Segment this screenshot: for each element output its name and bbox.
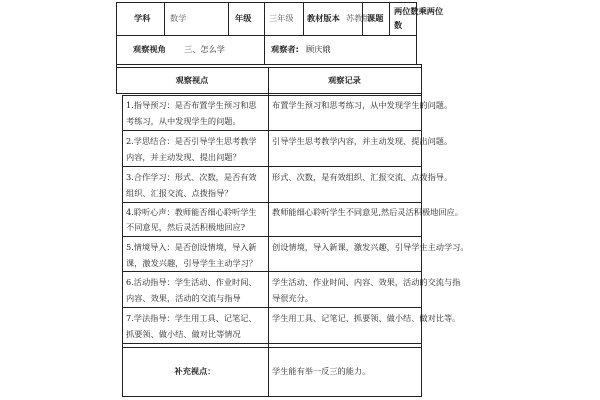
- edition-label: 教材版本: [307, 13, 340, 23]
- point-text: 6.活动指导：学生活动、作业时间、: [126, 277, 257, 287]
- rule: [421, 64, 422, 397]
- observer-name: 顾庆娥: [306, 44, 331, 54]
- rule: [228, 2, 229, 35]
- points-header: 观察视点: [175, 75, 209, 85]
- rule: [116, 2, 416, 3]
- rule: [389, 2, 390, 35]
- rule: [164, 2, 165, 35]
- point-text: 不同意见，然后灵活积极地回应?: [126, 222, 246, 232]
- rule: [122, 347, 421, 348]
- rule: [303, 2, 304, 35]
- record-text: 形式、次数，是有效组织、汇报交流、点拨指导。: [272, 172, 453, 182]
- rule: [116, 35, 416, 36]
- topic-value-cont: 数: [394, 20, 403, 30]
- point-text: 组织、汇报交流、点拨指导？: [126, 188, 233, 198]
- point-text: 2.学思结合：是否引导学生思考教学: [126, 136, 257, 146]
- point-text: 内容、效果，活动的交流与指导: [126, 293, 241, 303]
- angle-value: 三、怎么学: [184, 44, 225, 54]
- subject-label: 学科: [134, 13, 151, 23]
- rule: [122, 95, 123, 397]
- record-text: 布置学生预习和思考练习，从中发现学生的问题。: [272, 100, 453, 110]
- point-text: 抓要领、做小结、做对比等情况: [126, 329, 241, 339]
- record-text: 引导学生思考教学内容，并主动发现、提出问题。: [272, 136, 453, 146]
- rule: [268, 67, 269, 397]
- rule: [122, 343, 421, 344]
- record-text: 学生用工具、记笔记、抓要领、做小结、做对比等。: [272, 313, 461, 323]
- angle-label: 观察视角: [133, 44, 166, 54]
- topic-label: 课题: [367, 13, 384, 23]
- rule: [122, 130, 421, 131]
- rule: [122, 236, 421, 237]
- record-text: 创设情境，导入新课，激发兴趣，引导学生主动学习。: [272, 242, 469, 252]
- point-text: 5.情境导入：是否创设情境，导入新: [126, 242, 257, 252]
- record-text: 导很充分。: [272, 293, 313, 303]
- point-text: 课，激发兴趣，引导学生主动学习？: [126, 258, 258, 268]
- rule: [264, 2, 265, 64]
- observer-label: 观察者:: [271, 44, 299, 54]
- point-text: 内容，并主动发现、提出问题？: [126, 152, 241, 162]
- record-text: 教师能细心聆听学生不同意见,然后灵活积极地回应。: [272, 207, 463, 217]
- rule: [122, 271, 421, 272]
- rule: [122, 307, 421, 308]
- point-text: 4.聆听心声：教师能否细心聆听学生: [126, 207, 257, 217]
- rule: [122, 95, 421, 96]
- edition-value: 苏教版: [346, 13, 371, 23]
- rule: [116, 64, 421, 65]
- point-text: 3.合作学习：形式、次数，是否有效: [126, 172, 257, 182]
- rule: [122, 396, 421, 397]
- rule: [122, 166, 421, 167]
- subject-value: 数学: [170, 13, 187, 23]
- supplement-label: 补充视点：: [174, 366, 216, 376]
- grade-label: 年级: [235, 13, 252, 23]
- rule: [122, 202, 421, 203]
- records-header: 观察记录: [328, 75, 361, 85]
- grade-value: 三年级: [269, 13, 294, 23]
- point-text: 1.指导预习：是否布置学生预习和思: [126, 100, 257, 110]
- record-text: 学生活动、作业时间、内容、效果，活动的交流与指: [272, 277, 461, 287]
- supplement-text: 学生能有举一反三的能力。: [272, 366, 371, 376]
- topic-value: 两位数乘两位: [394, 6, 444, 16]
- observation-form: [116, 0, 482, 400]
- point-text: 7.学法指导：学生用工具、记笔记、: [126, 313, 257, 323]
- point-text: 考练习，从中发现学生的问题。: [126, 116, 241, 126]
